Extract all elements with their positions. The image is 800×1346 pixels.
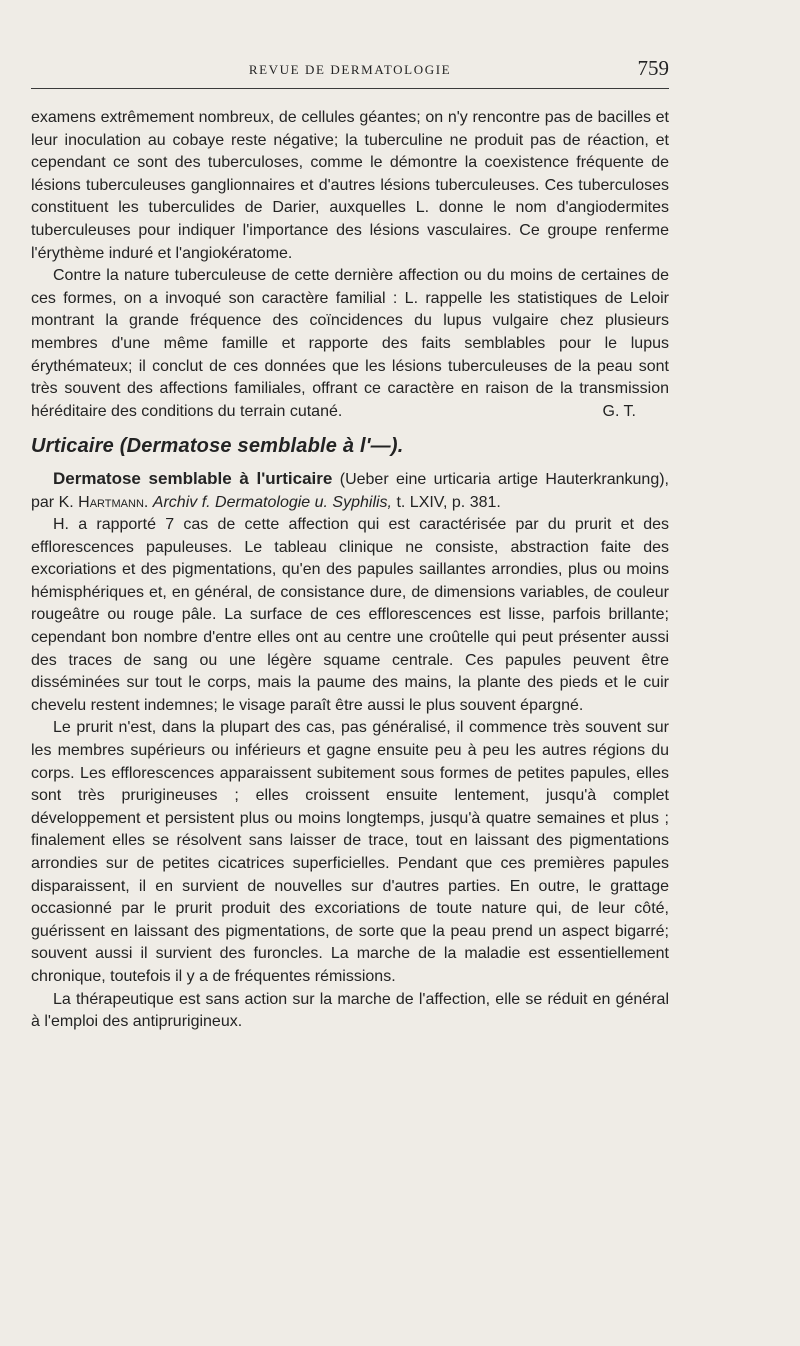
paragraph-prurit: Le prurit n'est, dans la plupart des cas, pas généralisé, il commence très souvent sur les membres supérieurs ou inférieurs et gagne ensuite peu à peu les autres régions du corps. Les efflorescences apparaissent subitement sous formes de petites papules, elles sont très prurigineuses ; elles croissent ensuite lentement, jusqu'à complet développement et persistent plus ou moins longtemps, jusqu'à quatre semaines et plus ; finalement elles se résolvent sans laisser de trace, tout en laissant des pigmentations arrondies sur de petites cicatrices superficielles. Pendant que ces premières papules disparaissent, il en survient de nouvelles sur d'autres parties. En outre, le grattage occasionné par le prurit produit des excoriations de toute nature qui, de leur côté, guérissent en laissant des pigmentations, de sorte que la peau prend un aspect bigarré; souvent aussi il survient des furoncles. La marche de la maladie est essentiellement chronique, toutefois il y a de fréquentes rémissions. [31, 719, 669, 985]
running-title: REVUE DE DERMATOLOGIE [248, 62, 452, 77]
entry-reference: (Ueber eine urticaria artige Hauterkrankung), par K. [31, 470, 669, 511]
section-heading: Urticaire (Dermatose semblable à l'—). [31, 435, 404, 458]
journal-page [31, 56, 669, 1034]
paragraph-contre [31, 265, 669, 423]
author-signature: G. T. [602, 402, 636, 420]
entry-title: Dermatose semblable à l'urticaire [53, 468, 333, 488]
entry-journal: Archiv f. Dermatologie u. Syphilis, [152, 493, 392, 511]
paragraph-therapeutique: La thérapeutique est sans action sur la marche de l'affection, elle se réduit en général à l'emploi des antiprurigineux. [31, 990, 669, 1031]
paragraph-contre-text: Contre la nature tuberculeuse de cette dernière affection ou du moins de certaines de ces formes, on a invoqué son caractère familial : L. rappelle les statistiques de Leloir montrant la grande fréquence des coïncidences du lupus vulgaire chez plusieurs membres d'une même famille et rapporte des faits semblables pour le lupus érythémateux; il conclut de ces données que les lésions tuberculeuses de la peau sont très souvent des affections familiales, offrant ce caractère en raison de la transmission héréditaire des conditions du terrain cutané. [31, 267, 669, 420]
article-body [31, 107, 669, 1034]
running-head [31, 56, 669, 89]
entry-author: Hartmann. [78, 493, 149, 511]
page-number: 759 [637, 56, 669, 80]
paragraph-continuation: examens extrêmement nombreux, de cellules géantes; on n'y rencontre pas de bacilles et leur inoculation au cobaye reste négative; la tuberculine ne produit pas de réaction, et cependant ce sont des tuberculoses, comme le démontre la coexistence fréquente de lésions tuberculeuses ganglionnaires et d'autres lésions tuberculeuses. Ces tuberculoses constituent les tuberculides de Darier, auxquelles L. donne le nom d'angiodermites tuberculeuses pour indiquer l'importance des lésions vasculaires. Ce groupe renferme l'érythème induré et l'angiokératome. [31, 109, 669, 262]
entry-volume: t. LXIV, p. 381. [396, 493, 501, 511]
bibliographic-entry [31, 468, 669, 514]
paragraph-cases: H. a rapporté 7 cas de cette affection qui est caractérisée par du prurit et des efflorescences papuleuses. Le tableau clinique ne consiste, abstraction faite des excoriations et des pigmentations, qu'en des papules saillantes arrondies, plus ou moins hémisphériques et, en général, de consistance dure, de dimensions variables, de couleur rougeâtre ou rouge pâle. La surface de ces efflorescences est lisse, parfois brillante; cependant bon nombre d'entre elles ont au centre une croûtelle qui peut présenter aussi des traces de sang ou une légère squame centrale. Ces papules peuvent être disséminées sur tout le corps, mais la paume des mains, la plante des pieds et le cuir chevelu restent indemnes; le visage paraît être aussi le plus souvent épargné. [31, 516, 669, 714]
